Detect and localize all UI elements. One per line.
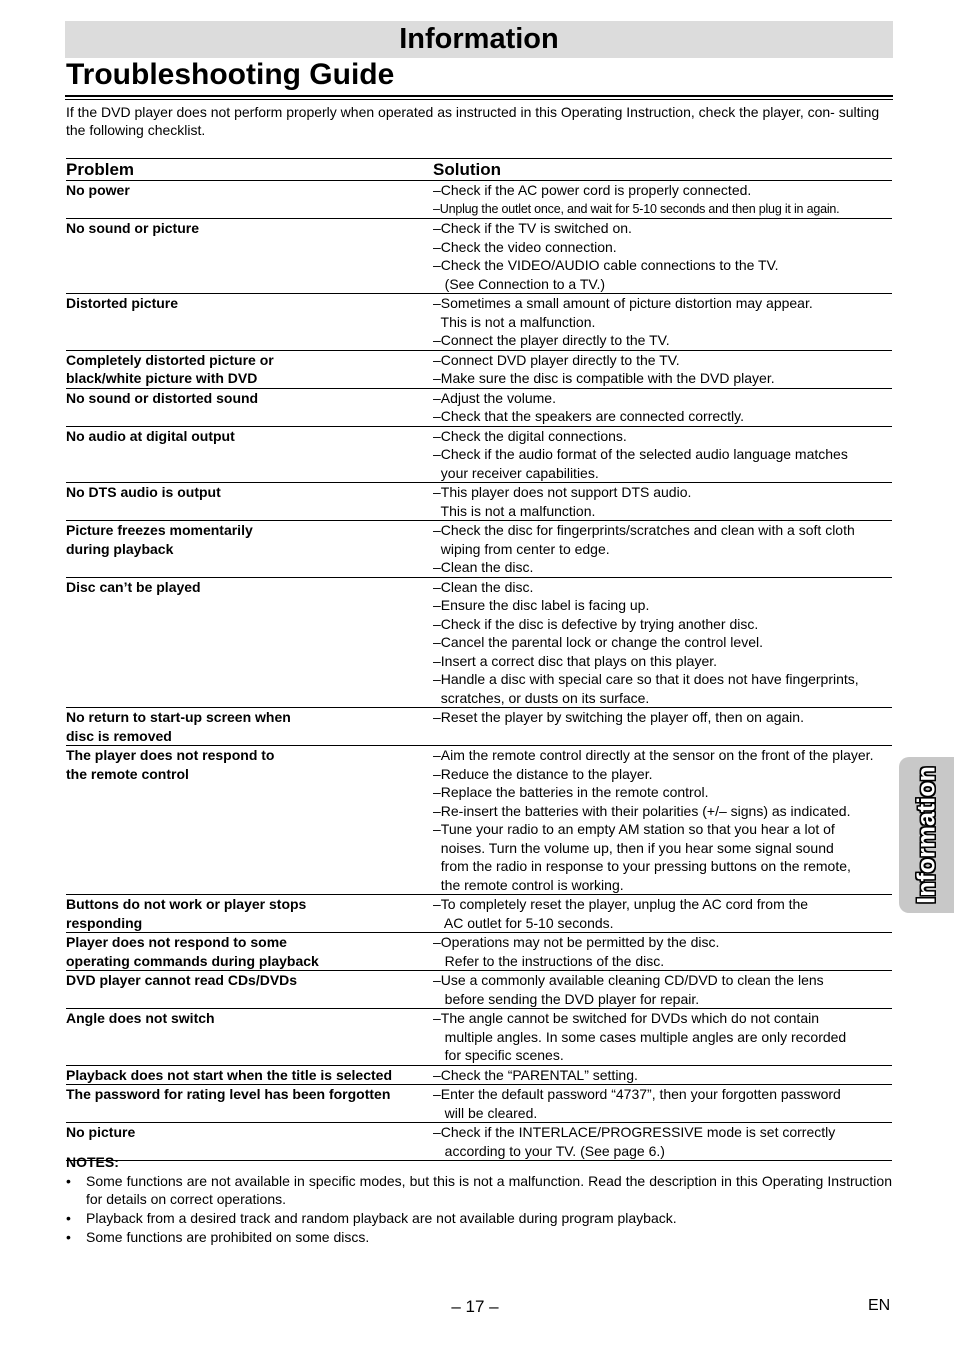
note-text: Playback from a desired track and random playback are not available during program playback. xyxy=(86,1210,677,1226)
bullet-icon: • xyxy=(66,1173,71,1189)
language-code: EN xyxy=(868,1297,891,1314)
solution-text: –Tune your radio to an empty AM station so that you hear a lot of xyxy=(433,821,835,837)
note-text: Some functions are prohibited on some discs. xyxy=(86,1229,370,1245)
table-row xyxy=(66,521,892,578)
table-row xyxy=(66,181,892,219)
problem-cell xyxy=(66,521,433,578)
problem-cell xyxy=(66,971,433,1009)
solution-text: –Connect the player directly to the TV. xyxy=(433,332,670,348)
solution-text: –Replace the batteries in the remote control. xyxy=(433,784,709,800)
troubleshooting-table-container xyxy=(66,158,892,1161)
table-header-row xyxy=(66,159,892,181)
solution-cell xyxy=(433,1065,892,1085)
solution-text: –Insert a correct disc that plays on this player. xyxy=(433,652,718,669)
problem-cell xyxy=(66,1065,433,1085)
solution-text: –Operations may not be permitted by the disc. xyxy=(433,934,720,950)
solution-text: –Use a commonly available cleaning CD/DVD to clean the lens xyxy=(433,972,824,988)
solution-text: for specific scenes. xyxy=(433,1047,564,1063)
problem-cell xyxy=(66,1085,433,1123)
problem-text: Angle does not switch xyxy=(66,1010,215,1026)
solution-text: –To completely reset the player, unplug the AC cord from the xyxy=(433,896,809,912)
solution-text: before sending the DVD player for repair. xyxy=(433,990,700,1007)
problem-text: Buttons do not work or player stops xyxy=(66,896,307,912)
table-row xyxy=(66,1065,892,1085)
problem-cell xyxy=(66,181,433,219)
title-divider xyxy=(65,95,893,97)
solution-cell xyxy=(433,181,892,219)
solution-text: –Check the video connection. xyxy=(433,238,617,255)
table-row xyxy=(66,219,892,294)
solution-cell xyxy=(433,577,892,708)
title-divider-thin xyxy=(65,99,893,100)
solution-cell xyxy=(433,1085,892,1123)
table-row xyxy=(66,708,892,746)
solution-text: –Check if the audio format of the selected audio language matches xyxy=(433,446,848,462)
table-row xyxy=(66,294,892,351)
problem-text: responding xyxy=(66,914,143,931)
solution-text: your receiver capabilities. xyxy=(433,464,599,481)
note-text: Some functions are not available in specific modes, but this is not a malfunction. Read the description in this Operating Instruction for details on correct operations. xyxy=(86,1173,892,1207)
solution-text: –Check the “PARENTAL” setting. xyxy=(433,1066,638,1083)
problem-cell xyxy=(66,1009,433,1066)
section-banner xyxy=(65,21,893,58)
solution-text: multiple angles. In some cases multiple angles are only recorded xyxy=(433,1028,847,1045)
solution-cell xyxy=(433,350,892,388)
solution-text: –Unplug the outlet once, and wait for 5-10 seconds and then plug it in again. xyxy=(433,201,840,216)
solution-text: –Re-insert the batteries with their polarities (+/– signs) as indicated. xyxy=(433,802,851,819)
solution-cell xyxy=(433,1123,892,1161)
solution-text: –Check the disc for fingerprints/scratches and clean with a soft cloth xyxy=(433,522,855,538)
section-title: Information xyxy=(399,23,559,55)
solution-text: –Make sure the disc is compatible with the DVD player. xyxy=(433,370,775,386)
page-number: – 17 – xyxy=(451,1297,499,1316)
solution-text: –Check if the TV is switched on. xyxy=(433,220,632,236)
problem-column-header: Problem xyxy=(66,159,433,181)
solution-text: –Reset the player by switching the player off, then on again. xyxy=(433,709,804,725)
solution-cell xyxy=(433,294,892,351)
solution-cell xyxy=(433,426,892,483)
solution-text: –Adjust the volume. xyxy=(433,389,556,406)
solution-text: Refer to the instructions of the disc. xyxy=(433,952,665,969)
problem-text: Picture freezes momentarily xyxy=(66,522,253,538)
intro-paragraph: If the DVD player does not perform properly when operated as instructed in this Operating Instruction, check the player, con- sulting the following checklist. xyxy=(66,104,880,138)
table-row xyxy=(66,933,892,971)
problem-cell xyxy=(66,483,433,521)
solution-text: –The angle cannot be switched for DVDs which do not contain xyxy=(433,1010,820,1026)
problem-text: No audio at digital output xyxy=(66,427,235,444)
solution-column-header: Solution xyxy=(433,159,892,181)
table-row xyxy=(66,1009,892,1066)
note-item xyxy=(66,1209,892,1227)
solution-text: (See Connection to a TV.) xyxy=(433,275,605,292)
solution-text: –Connect DVD player directly to the TV. xyxy=(433,351,680,368)
side-tab-label: Information xyxy=(912,766,940,904)
problem-cell xyxy=(66,577,433,708)
problem-text: Playback does not start when the title is selected xyxy=(66,1066,392,1083)
solution-text: from the radio in response to your pressing buttons on the remote, xyxy=(433,858,851,874)
problem-text: Player does not respond to some xyxy=(66,934,287,950)
solution-text: –Sometimes a small amount of picture distortion may appear. xyxy=(433,295,813,311)
solution-text: –Clean the disc. xyxy=(433,578,534,595)
solution-cell xyxy=(433,708,892,746)
problem-cell xyxy=(66,895,433,933)
table-row xyxy=(66,388,892,426)
notes-title: NOTES: xyxy=(66,1154,119,1170)
problem-text: No power xyxy=(66,182,130,198)
problem-text: No picture xyxy=(66,1124,136,1140)
solution-text: –Check if the AC power cord is properly connected. xyxy=(433,182,752,198)
solution-text: –Check the digital connections. xyxy=(433,427,627,444)
solution-text: –Check that the speakers are connected correctly. xyxy=(433,408,745,424)
solution-cell xyxy=(433,388,892,426)
table-body xyxy=(66,181,892,1161)
solution-text: This is not a malfunction. xyxy=(433,502,596,519)
solution-text xyxy=(433,727,892,746)
solution-text: –Ensure the disc label is facing up. xyxy=(433,597,650,613)
problem-text: No sound or picture xyxy=(66,220,199,236)
solution-text: –Aim the remote control directly at the sensor on the front of the player. xyxy=(433,747,874,763)
solution-text: noises. Turn the volume up, then if you hear some signal sound xyxy=(433,839,834,856)
troubleshooting-table xyxy=(66,158,892,1161)
table-row xyxy=(66,746,892,895)
solution-text: according to your TV. (See page 6.) xyxy=(433,1142,665,1159)
note-item xyxy=(66,1228,892,1246)
problem-text: DVD player cannot read CDs/DVDs xyxy=(66,972,298,988)
solution-text: wiping from center to edge. xyxy=(433,540,610,557)
table-row xyxy=(66,350,892,388)
problem-cell xyxy=(66,294,433,351)
problem-text: The player does not respond to xyxy=(66,747,275,763)
problem-text: during playback xyxy=(66,540,174,557)
solution-text: AC outlet for 5-10 seconds. xyxy=(433,914,614,931)
solution-text: –Check if the INTERLACE/PROGRESSIVE mode is set correctly xyxy=(433,1124,836,1140)
solution-text: –Handle a disc with special care so that it does not have fingerprints, xyxy=(433,671,859,687)
solution-text: –Reduce the distance to the player. xyxy=(433,765,653,782)
problem-cell xyxy=(66,219,433,294)
table-row xyxy=(66,971,892,1009)
solution-text: will be cleared. xyxy=(433,1104,538,1121)
problem-cell xyxy=(66,350,433,388)
solution-cell xyxy=(433,521,892,578)
solution-text: –Clean the disc. xyxy=(433,559,534,575)
solution-cell xyxy=(433,483,892,521)
problem-text: No return to start-up screen when xyxy=(66,709,291,725)
table-row xyxy=(66,1123,892,1161)
problem-cell xyxy=(66,388,433,426)
problem-text: Distorted picture xyxy=(66,295,179,311)
table-row xyxy=(66,577,892,708)
solution-cell xyxy=(433,746,892,895)
table-row xyxy=(66,895,892,933)
solution-text: –This player does not support DTS audio. xyxy=(433,484,692,500)
table-row xyxy=(66,426,892,483)
problem-cell xyxy=(66,933,433,971)
problem-text: The password for rating level has been forgotten xyxy=(66,1086,391,1102)
bullet-icon: • xyxy=(66,1229,71,1245)
solution-text: –Check if the disc is defective by trying another disc. xyxy=(433,615,759,632)
note-item xyxy=(66,1172,892,1208)
problem-text: black/white picture with DVD xyxy=(66,370,258,386)
solution-cell xyxy=(433,895,892,933)
solution-text: –Cancel the parental lock or change the control level. xyxy=(433,634,763,650)
solution-text: –Check the VIDEO/AUDIO cable connections to the TV. xyxy=(433,257,779,273)
problem-text: No DTS audio is output xyxy=(66,484,221,500)
solution-cell xyxy=(433,1009,892,1066)
notes-list xyxy=(66,1172,892,1247)
table-row xyxy=(66,1085,892,1123)
page-title: Troubleshooting Guide xyxy=(66,58,395,91)
solution-cell xyxy=(433,219,892,294)
solution-cell xyxy=(433,933,892,971)
problem-text: Disc can’t be played xyxy=(66,578,201,595)
problem-text: operating commands during playback xyxy=(66,952,319,969)
problem-cell xyxy=(66,426,433,483)
problem-text: disc is removed xyxy=(66,727,172,744)
solution-text: This is not a malfunction. xyxy=(433,313,596,330)
table-row xyxy=(66,483,892,521)
problem-text: the remote control xyxy=(66,765,189,782)
solution-text: scratches, or dusts on its surface. xyxy=(433,689,650,706)
problem-cell xyxy=(66,746,433,895)
bullet-icon: • xyxy=(66,1210,71,1226)
problem-text: No sound or distorted sound xyxy=(66,389,259,406)
problem-cell xyxy=(66,708,433,746)
solution-cell xyxy=(433,971,892,1009)
problem-cell xyxy=(66,1123,433,1161)
problem-text: Completely distorted picture or xyxy=(66,351,274,368)
solution-text: the remote control is working. xyxy=(433,876,624,893)
solution-text: –Enter the default password “4737”, then your forgotten password xyxy=(433,1086,841,1102)
side-section-tab xyxy=(899,757,954,913)
